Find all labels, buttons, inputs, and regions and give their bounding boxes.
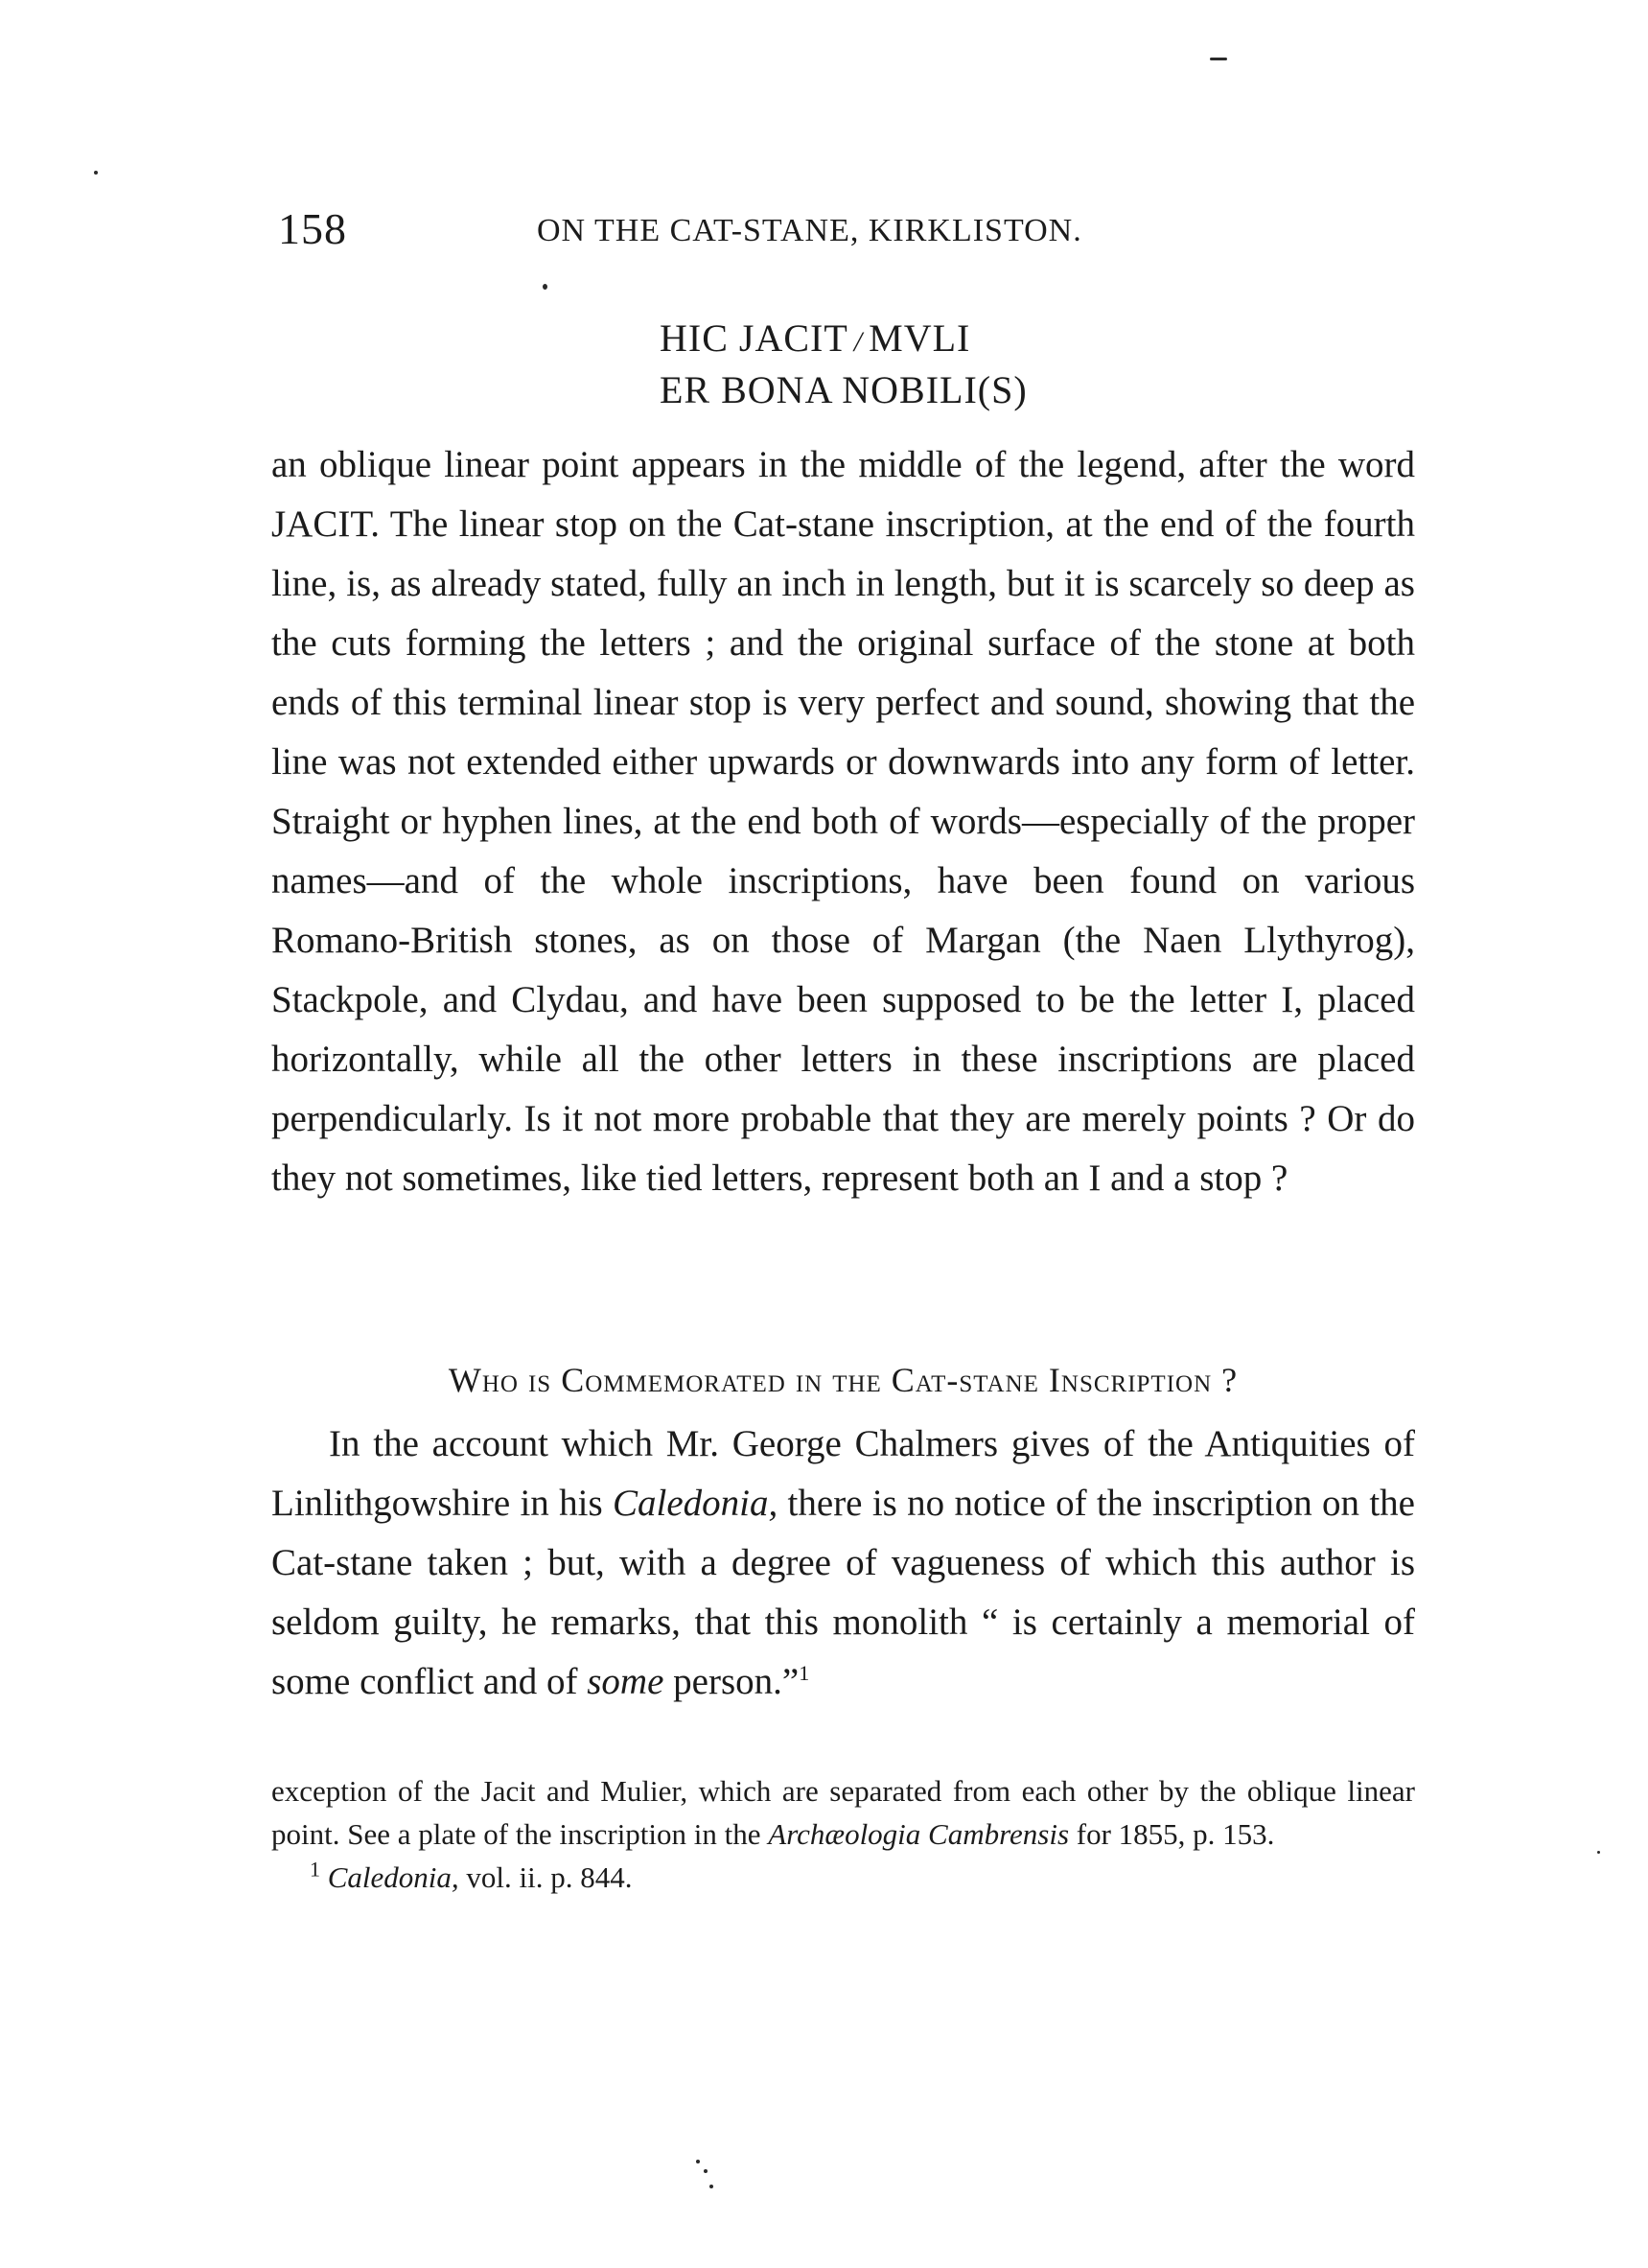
running-title: ON THE CAT-STANE, KIRKLISTON. [537, 213, 1082, 248]
footnote-continued [271, 1769, 1415, 1856]
scan-speck [704, 2169, 708, 2173]
scan-speck [94, 171, 98, 175]
section-heading: Who is Commemorated in the Cat-stane Inscription ? [448, 1361, 1239, 1399]
scan-speck [1597, 1851, 1600, 1854]
oblique-point: / [853, 326, 864, 358]
scan-speck [709, 2185, 713, 2188]
footnote-continued-italic: Archæologia Cambrensis [768, 1817, 1070, 1851]
footnote-1-marker: 1 [310, 1857, 320, 1882]
inscription-line-1-b: MVLI [869, 316, 971, 360]
footnote-continued-text-b: for 1855, p. 153. [1069, 1817, 1275, 1851]
paragraph-2-text-b: there is no notice of the inscription on the Cat-stane taken ; but, with a degree of vagueness of which this author is seldom guilty, he remarks, that this monolith “ is certainly a memorial of some conflict and of [271, 1483, 1415, 1702]
footnote-1-text: vol. ii. p. 844. [458, 1860, 633, 1894]
footnote-ref: 1 [799, 1661, 810, 1685]
footnotes [271, 1769, 1415, 1899]
paragraph-2 [271, 1415, 1415, 1712]
paragraph-1: an oblique linear point appears in the middle of the legend, after the word JACIT. The linear stop on the Cat-stane inscription, at the end of the fourth line, is, as already stated, fully an inch in length, but it is scarcely so deep as the cuts forming the letters ; and the original surface of the stone at both ends of this terminal linear stop is very perfect and sound, showing that the line was not extended either upwards or downwards into any form of letter. Straight or hyphen lines, at the end both of words—especially of the proper names—and of the whole inscriptions, have been found on various Romano-British stones, as on those of Margan (the Naen Llythyrog), Stackpole, and Clydau, and have been supposed to be the letter I, placed horizontally, while all the other letters in these inscriptions are placed perpendicularly. Is it not more probable that they are merely points ? Or do they not sometimes, like tied letters, represent both an I and a stop ? [271, 444, 1415, 1199]
inscription-line-2: ER BONA NOBILI(S) [660, 368, 1028, 411]
paragraph-2-text-c: person.” [663, 1661, 800, 1702]
paragraph-2-italic-b: some [587, 1661, 664, 1702]
inscription-line-1 [660, 315, 1331, 366]
scan-speck [696, 2160, 700, 2163]
footnote-1 [271, 1856, 1415, 1899]
page-number: 158 [278, 204, 347, 253]
paragraph-2-text-a: In the account which Mr. George Chalmers gives of the Antiquities of Linlithgowshire in his [271, 1423, 1415, 1524]
footnote-1-italic: Caledonia, [327, 1860, 459, 1894]
paragraph-2-italic-a: Caledonia, [612, 1483, 778, 1524]
page-header [278, 203, 1428, 261]
scan-speck [543, 284, 547, 290]
scan-speck [1210, 58, 1227, 60]
footnote-continued-text-a: exception of the Jacit and Mulier, which are separated from each other by the oblique linear point. See a plate of the inscription in the [271, 1774, 1415, 1851]
inscription-quote [660, 315, 1331, 414]
inscription-line-1-a: HIC JACIT [660, 316, 848, 360]
